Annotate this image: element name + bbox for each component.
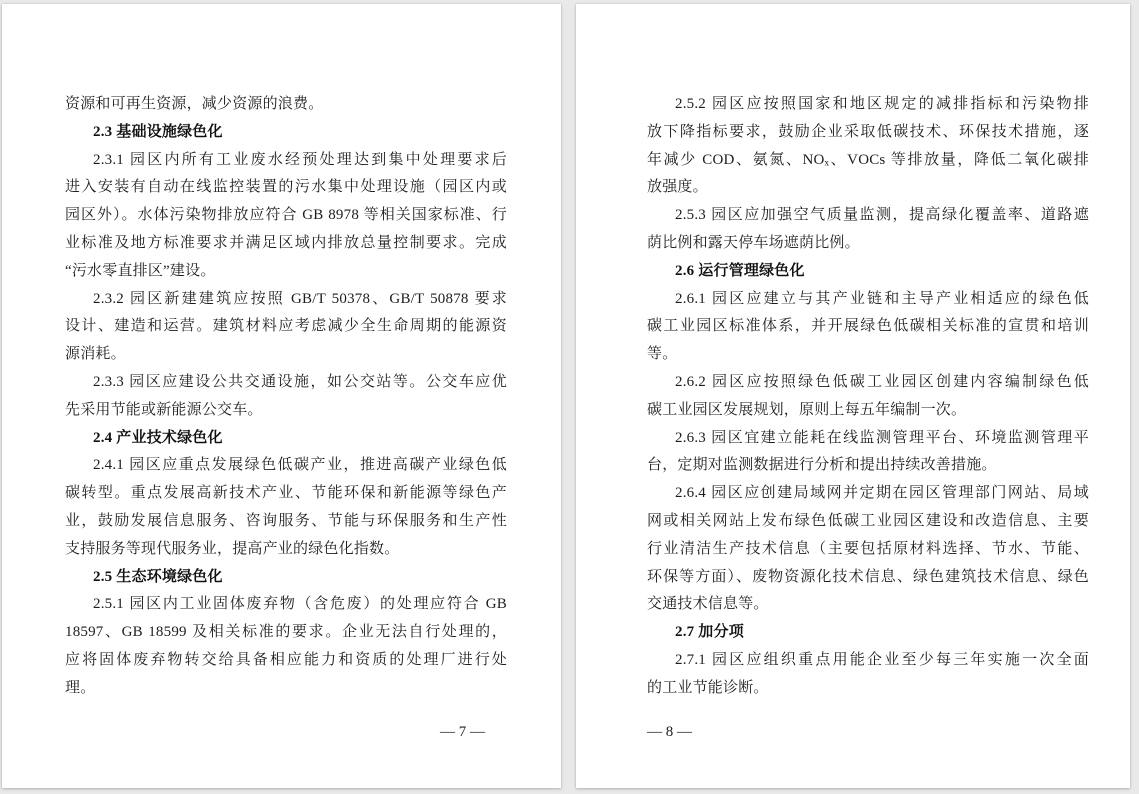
text-line: 2.5.2 园区应按照国家和地区规定的减排指标和污染物排 (675, 96, 1089, 112)
page-8-text-column (647, 91, 1089, 703)
page-7 (2, 4, 561, 788)
text-line: 行业清洁生产技术信息（主要包括原材料选择、节水、节能、 (647, 540, 1089, 557)
text-line: 荫比例和露天停车场遮荫比例。 (647, 234, 860, 251)
text-line: 等。 (647, 346, 678, 363)
page-number-8: — 8 — (647, 724, 692, 740)
text-line: 2.6.4 园区应创建局域网并定期在园区管理部门网站、局域 (675, 485, 1089, 502)
text-line: 源消耗。 (65, 346, 126, 363)
text-line: 资源和可再生资源，减少资源的浪费。 (65, 96, 324, 112)
text-line: 碳工业园区标准体系，并开展绿色低碳相关标准的宣贯和培训 (647, 318, 1089, 335)
section-heading: 2.7 加分项 (675, 624, 744, 641)
text-line: 年减少 COD、氨氮、NOₓ、VOCs 等排放量，降低二氧化碳排 (647, 151, 1089, 168)
text-line: 2.5.3 园区应加强空气质量监测，提高绿化覆盖率、道路遮 (675, 207, 1089, 224)
text-line: 2.6.3 园区宜建立能耗在线监测管理平台、环境监测管理平 (675, 429, 1089, 446)
page-8 (576, 4, 1130, 788)
text-line: 环保等方面）、废物资源化技术信息、绿色建筑技术信息、绿色 (647, 568, 1089, 585)
text-line: 2.3.3 园区应建设公共交通设施，如公交站等。公交车应优 (93, 373, 507, 390)
text-line: 的工业节能诊断。 (647, 679, 769, 696)
text-line: 进入安装有自动在线监控装置的污水集中处理设施（园区内或 (65, 179, 507, 196)
section-heading: 2.3 基础设施绿色化 (93, 123, 223, 140)
text-line: 台，定期对监测数据进行分析和提出持续改善措施。 (647, 457, 997, 474)
text-line: 放强度。 (647, 179, 708, 196)
text-line: “污水零直排区”建设。 (65, 262, 216, 279)
text-line: 设计、建造和运营。建筑材料应考虑减少全生命周期的能源资 (65, 318, 507, 335)
text-line: 交通技术信息等。 (647, 596, 769, 613)
text-line: 应将固体废弃物转交给具备相应能力和资质的处理厂进行处 (65, 651, 507, 668)
text-line: 业标准及地方标准要求并满足区域内排放总量控制要求。完成 (65, 234, 507, 251)
section-heading: 2.4 产业技术绿色化 (93, 429, 223, 446)
text-line: 2.5.1 园区内工业固体废弃物（含危废）的处理应符合 GB (93, 596, 507, 613)
text-line: 2.6.1 园区应建立与其产业链和主导产业相适应的绿色低 (675, 290, 1089, 307)
text-line: 2.6.2 园区应按照绿色低碳工业园区创建内容编制绿色低 (675, 373, 1089, 390)
section-heading: 2.6 运行管理绿色化 (675, 262, 805, 279)
text-line: 业，鼓励发展信息服务、咨询服务、节能与环保服务和生产性 (65, 512, 507, 529)
text-line: 网或相关网站上发布绿色低碳工业园区建设和改造信息、主要 (647, 512, 1089, 529)
page-7-text-column (65, 91, 507, 703)
page-number-7: — 7 — (440, 724, 485, 740)
text-line: 碳工业园区发展规划，原则上每五年编制一次。 (647, 401, 967, 418)
text-line: 2.7.1 园区应组织重点用能企业至少每三年实施一次全面 (675, 651, 1089, 668)
text-line: 18597、GB 18599 及相关标准的要求。企业无法自行处理的， (65, 624, 507, 641)
text-line: 碳转型。重点发展高新技术产业、节能环保和新能源等绿色产 (65, 485, 507, 502)
text-line: 2.3.2 园区新建建筑应按照 GB/T 50378、GB/T 50878 要求 (93, 290, 507, 307)
text-line: 先采用节能或新能源公交车。 (65, 401, 263, 418)
text-line: 2.4.1 园区应重点发展绿色低碳产业，推进高碳产业绿色低 (93, 457, 507, 474)
text-line: 放下降指标要求，鼓励企业采取低碳技术、环保技术措施，逐 (647, 123, 1089, 140)
section-heading: 2.5 生态环境绿色化 (93, 568, 223, 585)
text-line: 理。 (65, 679, 96, 696)
text-line: 支持服务等现代服务业，提高产业的绿色化指数。 (65, 540, 400, 557)
text-line: 2.3.1 园区内所有工业废水经预处理达到集中处理要求后 (93, 151, 507, 168)
text-line: 园区外）。水体污染物排放应符合 GB 8978 等相关国家标准、行 (65, 207, 507, 224)
